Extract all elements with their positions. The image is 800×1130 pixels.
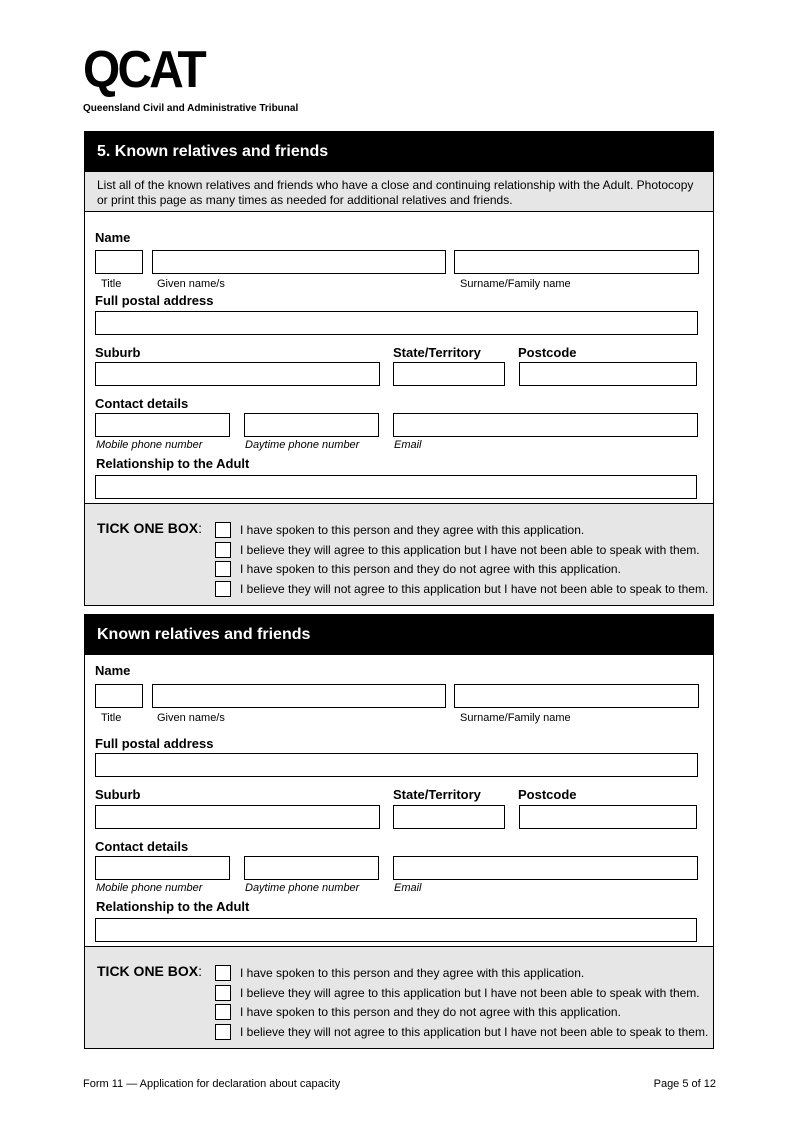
option-text: I believe they will agree to this application but I have not been able to speak with them. [240,986,700,1000]
name-label: Name [95,230,131,245]
relationship-field[interactable] [95,475,697,499]
postal-address-label: Full postal address [95,736,214,751]
state-field[interactable] [393,805,505,829]
checkbox[interactable] [215,965,231,981]
title-field[interactable] [95,250,143,274]
tick-one-box-label: TICK ONE BOX: [97,520,203,536]
daytime-phone-field[interactable] [244,413,379,437]
given-names-sublabel: Given name/s [157,712,225,724]
suburb-field[interactable] [95,805,380,829]
relationship-field[interactable] [95,918,697,942]
checkbox[interactable] [215,561,231,577]
postal-address-field[interactable] [95,753,698,777]
checkbox[interactable] [215,581,231,597]
state-field[interactable] [393,362,505,386]
surname-sublabel: Surname/Family name [460,278,571,290]
suburb-label: Suburb [95,345,141,360]
title-sublabel: Title [101,278,122,290]
option-text: I believe they will agree to this application but I have not been able to speak with them. [240,543,700,557]
surname-field[interactable] [454,250,699,274]
qcat-logo [83,41,299,114]
daytime-sublabel: Daytime phone number [245,882,360,894]
daytime-phone-field[interactable] [244,856,379,880]
footer-page-number: Page 5 of 12 [653,1078,716,1090]
option-text: I have spoken to this person and they do not agree with this application. [240,562,621,576]
option-text: I have spoken to this person and they agree with this application. [240,966,585,980]
surname-field[interactable] [454,684,699,708]
mobile-phone-field[interactable] [95,856,230,880]
footer-form-title: Form 11 — Application for declaration about capacity [83,1078,341,1090]
checkbox[interactable] [215,985,231,1001]
contact-details-label: Contact details [95,396,189,411]
tick-one-box-label: TICK ONE BOX: [97,963,203,979]
postcode-label: Postcode [518,787,577,802]
daytime-sublabel: Daytime phone number [245,439,360,451]
postal-address-label: Full postal address [95,293,214,308]
mobile-sublabel: Mobile phone number [96,882,203,894]
section-known-relatives-2 [84,614,714,1049]
name-label: Name [95,663,131,678]
suburb-label: Suburb [95,787,141,802]
contact-details-label: Contact details [95,839,189,854]
state-label: State/Territory [393,345,481,360]
suburb-field[interactable] [95,362,380,386]
email-field[interactable] [393,856,698,880]
given-names-field[interactable] [152,250,446,274]
option-text: I have spoken to this person and they do not agree with this application. [240,1005,621,1019]
checkbox[interactable] [215,522,231,538]
logo-text: QCAT [83,41,204,99]
postcode-field[interactable] [519,805,697,829]
checkbox[interactable] [215,1004,231,1020]
email-sublabel: Email [394,882,422,894]
tick-one-box-area [85,503,713,605]
section-title: 5. Known relatives and friends [85,132,713,172]
email-sublabel: Email [394,439,422,451]
postcode-label: Postcode [518,345,577,360]
section-intro: List all of the known relatives and friends who have a close and continuing relationship with the Adult. Photocopy or print this page as many times as needed for additional relatives and friends. [85,172,713,212]
option-text: I believe they will not agree to this application but I have not been able to speak to them. [240,582,709,596]
checkbox[interactable] [215,1024,231,1040]
option-text: I have spoken to this person and they agree with this application. [240,523,585,537]
postal-address-field[interactable] [95,311,698,335]
mobile-sublabel: Mobile phone number [96,439,203,451]
given-names-sublabel: Given name/s [157,278,225,290]
tick-one-box-area [85,946,713,1048]
section-title: Known relatives and friends [85,615,713,655]
option-text: I believe they will not agree to this application but I have not been able to speak to them. [240,1025,709,1039]
relationship-label: Relationship to the Adult [96,899,250,914]
postcode-field[interactable] [519,362,697,386]
org-name: Queensland Civil and Administrative Tribunal [83,103,299,114]
relationship-label: Relationship to the Adult [96,456,250,471]
email-field[interactable] [393,413,698,437]
title-field[interactable] [95,684,143,708]
mobile-phone-field[interactable] [95,413,230,437]
section-known-relatives-1 [84,131,714,606]
given-names-field[interactable] [152,684,446,708]
checkbox[interactable] [215,542,231,558]
state-label: State/Territory [393,787,481,802]
surname-sublabel: Surname/Family name [460,712,571,724]
title-sublabel: Title [101,712,122,724]
